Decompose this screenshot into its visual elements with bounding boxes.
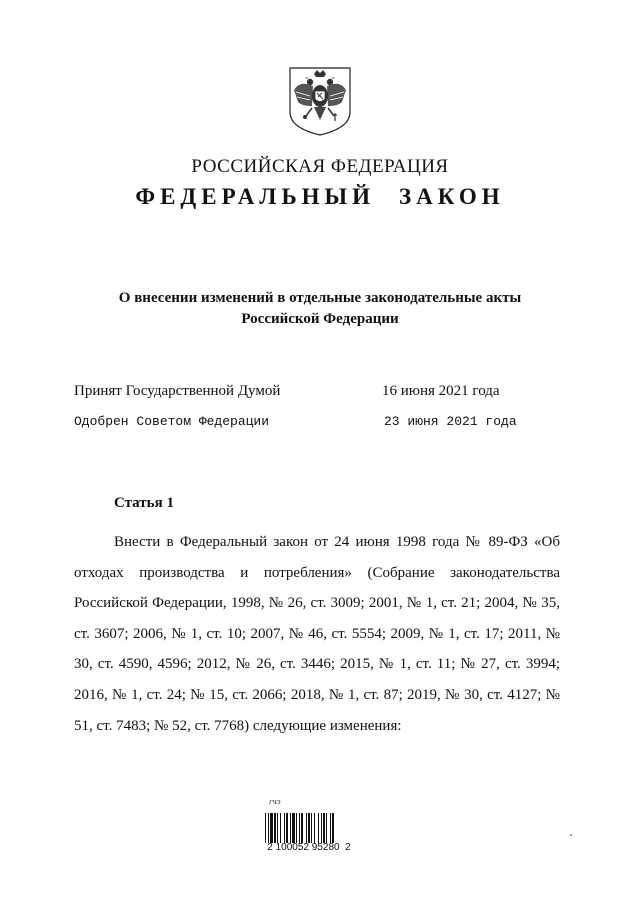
law-title <box>0 288 640 330</box>
russian-coat-of-arms-icon <box>288 66 352 137</box>
adoption-duma-row <box>74 383 566 400</box>
barcode-logo: ГЧЭ <box>269 800 281 806</box>
law-type-word-law: ЗАКОН <box>399 184 505 209</box>
council-date: 23 июня 2021 года <box>384 414 517 429</box>
law-title-line1: О внесении изменений в отдельные законодательные акты <box>118 290 522 306</box>
adoption-council-row <box>74 414 566 429</box>
law-type-word-federal: ФЕДЕРАЛЬНЫЙ <box>135 184 376 209</box>
barcode-number: 2 100052 95280 2 <box>267 842 351 853</box>
article-body <box>74 527 560 741</box>
article-heading: Статья 1 <box>114 495 174 511</box>
duma-date: 16 июня 2021 года <box>382 383 500 399</box>
council-label: Одобрен Советом Федерации <box>74 414 270 429</box>
article-paragraph: Внести в Федеральный закон от 24 июня 1998 года № 89-ФЗ «Об отходах производства и потребления» (Собрание законодательства Российской Федерации, 1998, № 26, ст. 3009; 2001, № 1, ст. 21; 2004, № 35, ст. 3607; 2006, № 1, ст. 10; 2007, № 46, ст. 5554; 2009, № 1, ст. 17; 2011, № 30, ст. 4590, 4596; 2012, № 26, ст. 3446; 2015, № 1, ст. 11; № 27, ст. 3994; 2016, № 1, ст. 24; № 15, ст. 2066; 2018, № 1, ст. 87; 2019, № 30, ст. 4127; № 51, ст. 7483; № 52, ст. 7768) следующие изменения: <box>74 534 560 734</box>
barcode-bars-icon <box>265 813 353 843</box>
country-name: РОССИЙСКАЯ ФЕДЕРАЦИЯ <box>191 156 449 177</box>
barcode <box>257 800 361 856</box>
law-title-line2: Российской Федерации <box>241 311 399 327</box>
duma-label: Принят Государственной Думой <box>74 383 281 399</box>
law-type-heading <box>0 184 640 210</box>
scan-speck <box>570 834 572 836</box>
